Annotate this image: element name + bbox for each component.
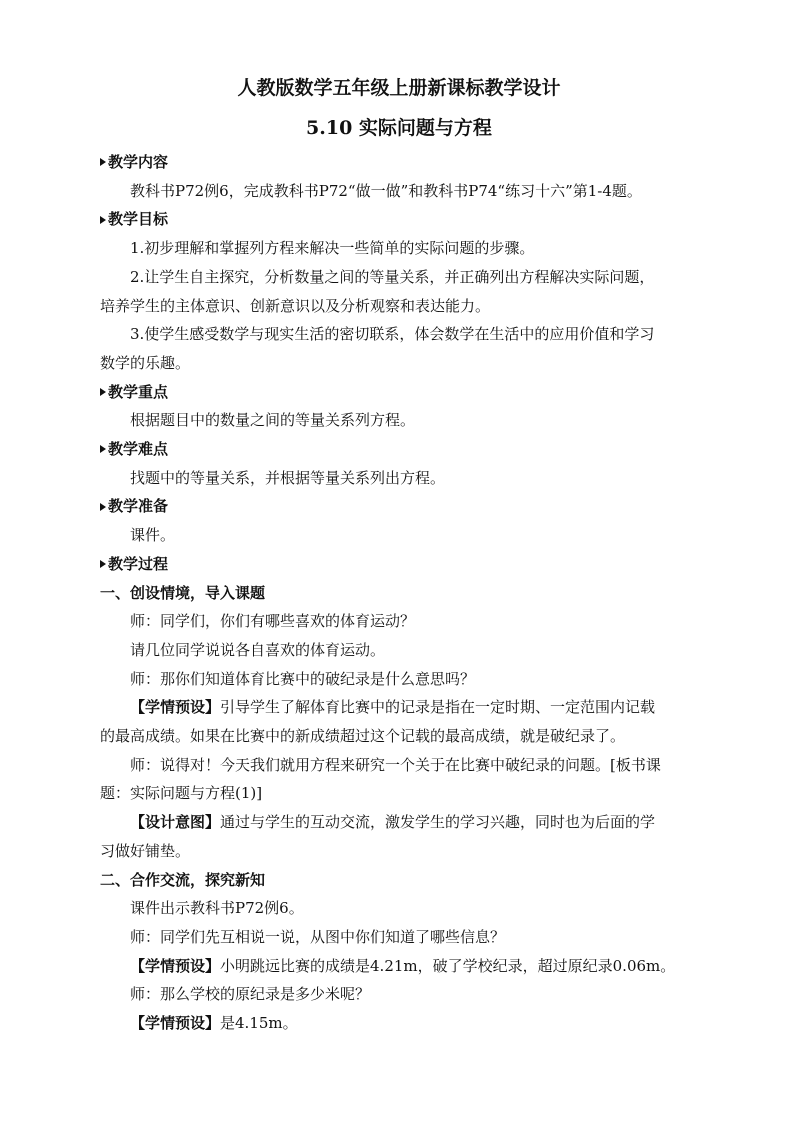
document-title: 人教版数学五年级上册新课标教学设计 xyxy=(237,77,561,99)
lesson-title: 5.10 实际问题与方程 xyxy=(306,117,492,139)
paragraph: 师：同学们，你们有哪些喜欢的体育运动？ xyxy=(130,612,416,631)
triangle-bullet-icon xyxy=(100,445,106,453)
paragraph: 【学情预设】小明跳远比赛的成绩是4.21m，破了学校纪录，超过原纪录0.06m。 xyxy=(130,956,676,975)
paragraph: 请几位同学说说各自喜欢的体育运动。 xyxy=(130,640,386,659)
triangle-bullet-icon xyxy=(100,216,106,224)
paragraph: 师：说得对！今天我们就用方程来研究一个关于在比赛中破纪录的问题。[板书课 xyxy=(130,755,661,774)
goal-2-line-2: 培养学生的主体意识、创新意识以及分析观察和表达能力。 xyxy=(100,296,491,315)
section-heading-goals: 教学目标 xyxy=(100,205,698,234)
preparation-text: 课件。 xyxy=(130,526,176,545)
goal-1: 1.初步理解和掌握列方程来解决一些简单的实际问题的步骤。 xyxy=(130,239,535,258)
key-text: 根据题目中的数量之间的等量关系列方程。 xyxy=(130,411,416,430)
section-heading-process: 教学过程 xyxy=(100,550,698,579)
part-2-heading: 二、合作交流，探究新知 xyxy=(100,870,266,889)
tag-design-intent: 【设计意图】 xyxy=(130,813,221,832)
goal-3-line-2: 数学的乐趣。 xyxy=(100,353,191,372)
paragraph: 习做好铺垫。 xyxy=(100,841,191,860)
section-heading-preparation: 教学准备 xyxy=(100,492,698,521)
paragraph: 题：实际问题与方程(1)] xyxy=(100,784,263,803)
triangle-bullet-icon xyxy=(100,503,106,511)
paragraph: 【学情预设】引导学生了解体育比赛中的记录是指在一定时期、一定范围内记载 xyxy=(130,698,656,717)
goal-3-line-1: 3.使学生感受数学与现实生活的密切联系，体会数学在生活中的应用价值和学习 xyxy=(130,325,655,344)
section-heading-key: 教学重点 xyxy=(100,378,698,407)
paragraph: 师：那你们知道体育比赛中的破纪录是什么意思吗？ xyxy=(130,669,476,688)
triangle-bullet-icon xyxy=(100,158,106,166)
section-heading-difficulty: 教学难点 xyxy=(100,435,698,464)
paragraph: 师：那么学校的原纪录是多少米呢？ xyxy=(130,985,371,1004)
triangle-bullet-icon xyxy=(100,560,106,568)
difficulty-text: 找题中的等量关系，并根据等量关系列出方程。 xyxy=(130,468,446,487)
tag-learning-preview: 【学情预设】 xyxy=(130,1014,221,1033)
paragraph: 师：同学们先互相说一说，从图中你们知道了哪些信息？ xyxy=(130,927,506,946)
goal-2-line-1: 2.让学生自主探究，分析数量之间的等量关系，并正确列出方程解决实际问题， xyxy=(130,267,655,286)
tag-learning-preview: 【学情预设】 xyxy=(130,698,221,717)
paragraph: 【学情预设】是4.15m。 xyxy=(130,1014,298,1033)
part-1-heading: 一、创设情境，导入课题 xyxy=(100,583,266,602)
paragraph: 的最高成绩。如果在比赛中的新成绩超过这个记载的最高成绩，就是破纪录了。 xyxy=(100,727,626,746)
section-heading-content: 教学内容 xyxy=(100,148,698,177)
content-text: 教科书P72例6，完成教科书P72“做一做”和教科书P74“练习十六”第1-4题。 xyxy=(130,181,642,200)
document-page xyxy=(100,74,698,1038)
tag-learning-preview: 【学情预设】 xyxy=(130,956,221,975)
paragraph: 【设计意图】通过与学生的互动交流，激发学生的学习兴趣，同时也为后面的学 xyxy=(130,813,656,832)
triangle-bullet-icon xyxy=(100,388,106,396)
paragraph: 课件出示教科书P72例6。 xyxy=(130,899,304,918)
